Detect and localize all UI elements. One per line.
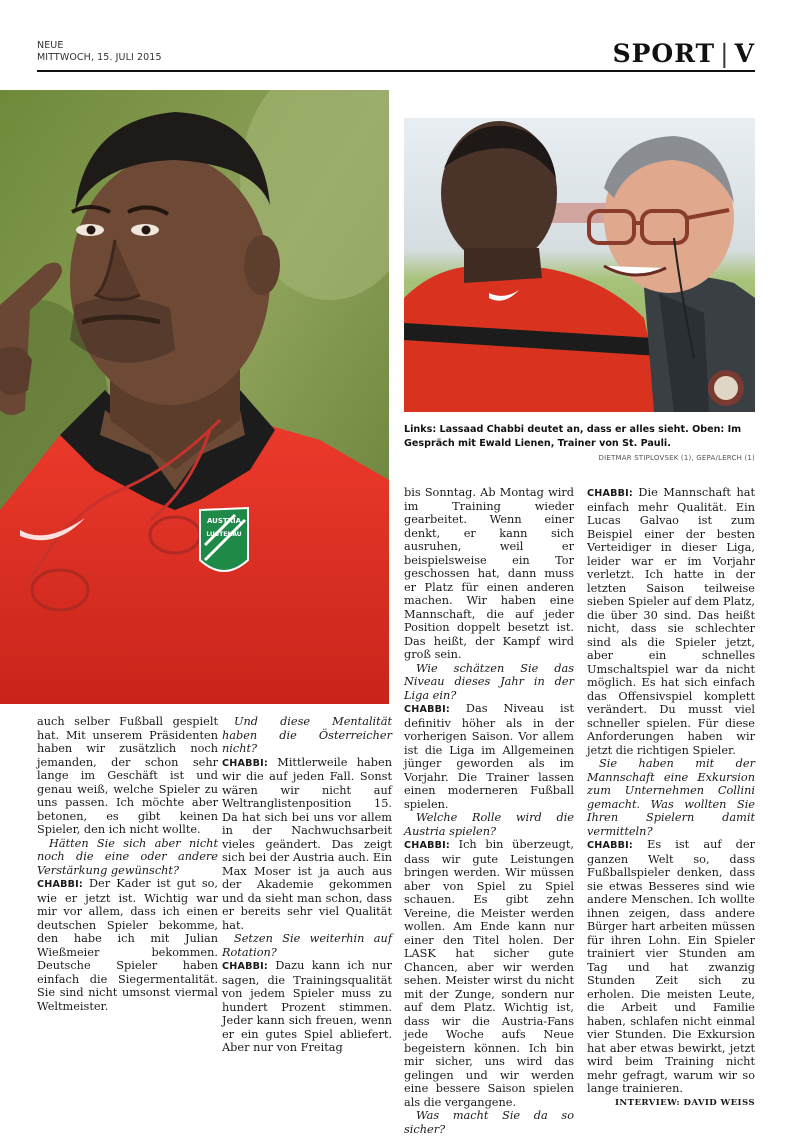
conversation-photo — [404, 118, 755, 412]
article-paragraph: bis Sonntag. Ab Montag wird im Training wieder gearbeitet. Wenn einer denkt, er kann sich ausruhen, weil er beispielsweise ein Tor geschossen hat, dann muss er Platz für einen anderen machen. Wir haben eine Mannschaft, die auf jeder Position doppelt besetzt ist. Das heißt, der Kampf wird groß sein. — [404, 486, 574, 661]
speaker-label: CHABBI: — [404, 704, 450, 715]
interview-question: Welche Rolle wird die Austria spielen? — [404, 811, 574, 838]
caption-text: Links: Lassaad Chabbi deutet an, dass er alles sieht. Oben: Im Gespräch mit Ewald Lienen, Trainer von St. Pauli. — [404, 424, 742, 449]
speaker-label: CHABBI: — [404, 840, 450, 851]
answer-text: Es ist auf der ganzen Welt so, dass Fußballspieler denken, dass sie etwas Besseres sind wie andere Menschen. Ich wollte ihnen zeigen, dass andere Bürger hart arbeiten müssen für ihren Lohn. Ein Spieler trainiert vier Stunden am Tag und hat zwanzig Stunden Zeit sich zu erholen. Die meisten Leute, die Arbeit und Familie haben, schlafen nicht einmal vier Stunden. Die Exkursion hat aber etwas bewirkt, jetzt wird beim Training nicht mehr gefragt, warum wir so lange trainieren. — [587, 838, 755, 1095]
header-rule — [37, 70, 755, 72]
article-paragraph: auch selber Fußball gespielt hat. Mit unserem Präsidenten haben wir zusätzlich noch jemanden, der schon sehr lange im Geschäft ist und genau weiß, welche Spieler zu uns passen. Ich möchte aber betonen, es gibt keinen Spieler, den ich nicht wollte. — [37, 715, 218, 836]
article-column-3 — [404, 486, 574, 1136]
publication-info — [37, 40, 162, 64]
speaker-label: CHABBI: — [587, 840, 633, 851]
publication-name: NEUE — [37, 40, 64, 51]
speaker-label: CHABBI: — [222, 757, 268, 769]
answer-text: Das Niveau ist definitiv höher als in der vorherigen Saison. Vor allem ist die Liga im Allgemeinen jünger geworden als im Vorjahr. Die Trainer lassen einen moderneren Fußball spielen. — [404, 702, 574, 811]
answer-text: Mittlerweile haben wir die auf jeden Fall. Sonst wären wir nicht auf Weltranglistenposition 15. Da hat sich bei uns vor allem in der Nachwuchsarbeit vieles geändert. Das zeigt sich bei der Austria auch. Ein Max Moser ist ja auch aus der Akademie gekommen und da sieht man schon, dass er bereits sehr viel Qualität hat. — [222, 755, 392, 932]
answer-text: Dazu kann ich nur sagen, die Trainingsqualität von jedem Spieler muss zu hundert Prozent stimmen. Jeder kann sich freuen, wenn er ein gutes Spiel abliefert. Aber nur von Freitag — [222, 959, 392, 1054]
interview-answer — [404, 702, 574, 811]
interview-question: Was macht Sie da so sicher? — [404, 1109, 574, 1136]
interview-question: Hätten Sie sich aber nicht noch die eine oder andere Verstärkung gewünscht? — [37, 836, 218, 877]
article-column-2 — [222, 715, 392, 1055]
section-name: SPORT — [612, 39, 716, 68]
interview-question: Wie schätzen Sie das Niveau dieses Jahr in der Liga ein? — [404, 661, 574, 702]
badge-text-1: AUSTRIA — [206, 517, 242, 525]
answer-text: Die Mannschaft hat einfach mehr Qualität. Ein Lucas Galvao ist zum Beispiel einer der besten Verteidiger in dieser Liga, leider war er im Vorjahr verletzt. Ich hatte in der letzten Saison teilweise sieben Spieler auf dem Platz, die über 30 sind. Das heißt nicht, dass sie schlechter sind als die Spieler jetzt, aber ein schnelles Umschaltspiel war da nicht möglich. Es hat sich einfach das Offensivspiel komplett verändert. Du musst viel schneller spielen. Für diese Anforderungen haben wir jetzt die richtigen Spieler. — [587, 486, 755, 757]
answer-text: Der Kader ist gut so, wie er jetzt ist. Wichtig war mir vor allem, dass ich einen deutschen Spieler bekomme, den habe ich mit Julian Wießmeier bekommen. Deutsche Spieler haben einfach die Siegermentalität. Sie sind nicht umsonst viermal Weltmeister. — [37, 877, 219, 1013]
speaker-label: CHABBI: — [587, 488, 633, 499]
article-column-4 — [587, 486, 755, 1110]
interview-question: Setzen Sie weiterhin auf Rotation? — [222, 932, 392, 959]
article-column-1 — [37, 715, 218, 1013]
section-separator: | — [720, 39, 730, 68]
interview-answer — [222, 959, 392, 1055]
speaker-label: CHABBI: — [37, 879, 83, 890]
publication-date: MITTWOCH, 15. JULI 2015 — [37, 52, 162, 63]
answer-text: Ich bin überzeugt, dass wir gute Leistungen bringen werden. Wir müssen aber von Spiel zu Spiel schauen. Es gibt zehn Vereine, die Meister werden wollen. Am Ende kann nur einer den Titel holen. Der LASK hat sicher gute Chancen, aber wir werden sehen. Meister wirst du nicht mit der Zunge, sondern nur auf dem Platz. Wichtig ist, dass wir die Austria-Fans jede Woche aufs Neue begeistern können. Ich bin mir sicher, uns wird das gelingen und wir werden eine bessere Saison spielen als die vergangene. — [404, 838, 574, 1109]
photo-credit: DIETMAR STIPLOVSEK (1), GEPA/LERCH (1) — [598, 454, 755, 462]
interviewer-credit: INTERVIEW: DAVID WEISS — [615, 1097, 755, 1108]
section-title — [613, 40, 755, 68]
interview-question: Und diese Mentalität haben die Österreicher nicht? — [222, 715, 392, 755]
coach-portrait-photo — [0, 90, 389, 704]
page-number: V — [734, 39, 755, 68]
badge-text-2: LUSTENAU — [206, 531, 242, 538]
interview-answer — [587, 838, 755, 1096]
interview-answer — [404, 838, 574, 1109]
interview-question: Sie haben mit der Mannschaft eine Exkursion zum Unternehmen Collini gemacht. Was wollten Sie Ihren Spielern damit vermitteln? — [587, 757, 755, 838]
speaker-label: CHABBI: — [222, 961, 268, 972]
interview-answer — [587, 486, 755, 757]
page-header — [37, 38, 755, 72]
interview-answer — [37, 877, 218, 1013]
interview-answer — [222, 756, 392, 933]
photo-caption — [404, 423, 755, 466]
